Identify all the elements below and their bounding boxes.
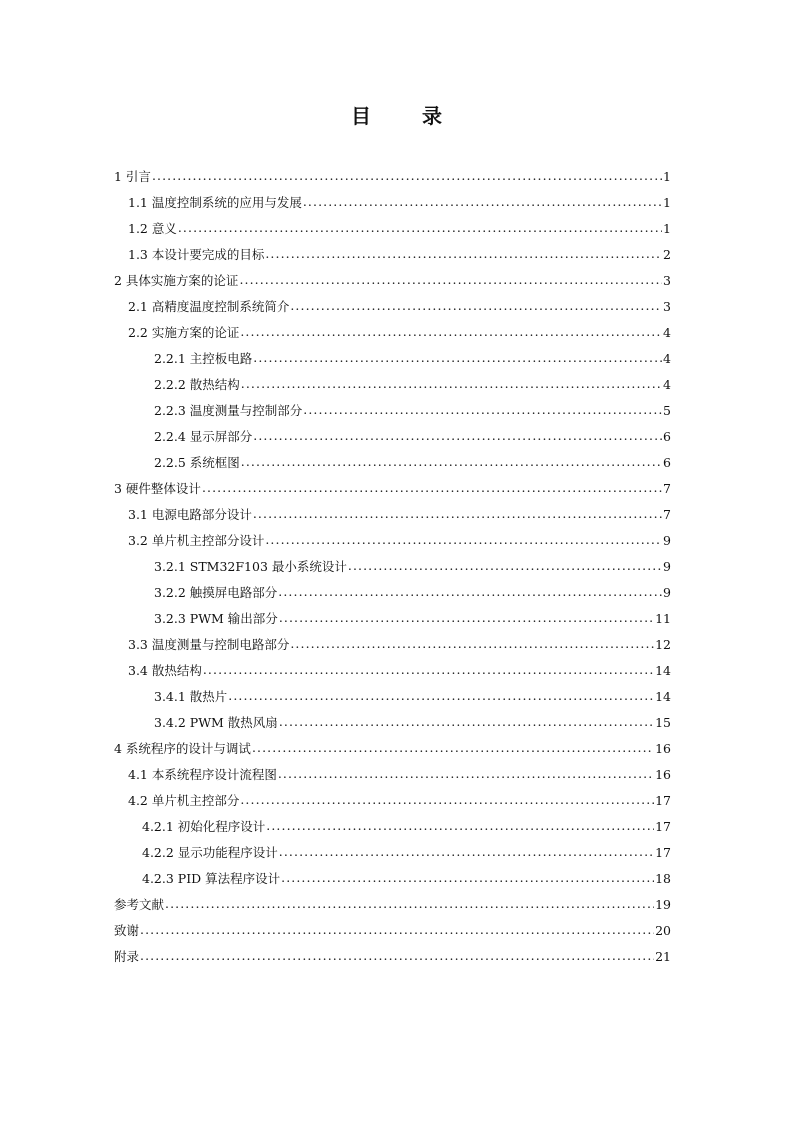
toc-leader-dots (228, 689, 654, 703)
toc-entry[interactable] (114, 632, 686, 658)
toc-entry-label: 3.4 散热结构 (128, 663, 202, 678)
toc-entry-label: 1.3 本设计要完成的目标 (128, 247, 265, 262)
toc-leader-dots (278, 767, 654, 781)
toc-entry[interactable] (114, 762, 686, 788)
toc-leader-dots (279, 715, 654, 729)
toc-leader-dots (303, 403, 662, 417)
toc-leader-dots (152, 169, 662, 183)
toc-leader-dots (265, 247, 662, 261)
toc-entry-page: 7 (663, 507, 671, 522)
toc-entry[interactable] (114, 476, 686, 502)
toc-leader-dots (290, 299, 662, 313)
toc-entry-page: 3 (663, 299, 671, 314)
toc-entry-label: 3.3 温度测量与控制电路部分 (128, 637, 290, 652)
toc-leader-dots (281, 871, 654, 885)
toc-entry[interactable] (114, 294, 686, 320)
toc-entry-label: 3 硬件整体设计 (114, 481, 201, 496)
toc-leader-dots (252, 741, 654, 755)
toc-entry-label: 致谢 (114, 923, 140, 938)
toc-entry-label: 3.2.1 STM32F103 最小系统设计 (154, 559, 347, 574)
toc-leader-dots (239, 273, 662, 287)
toc-entry[interactable] (114, 528, 686, 554)
toc-entry[interactable] (114, 814, 686, 840)
toc-entry-page: 19 (655, 897, 671, 912)
toc-entry[interactable] (114, 736, 686, 762)
toc-leader-dots (279, 611, 654, 625)
toc-leader-dots (178, 221, 662, 235)
toc-entry[interactable] (114, 190, 686, 216)
toc-entry-label: 3.1 电源电路部分设计 (128, 507, 252, 522)
toc-leader-dots (240, 325, 662, 339)
toc-entry[interactable] (114, 242, 686, 268)
toc-leader-dots (240, 793, 654, 807)
toc-entry[interactable] (114, 840, 686, 866)
toc-entry-page: 16 (655, 767, 671, 782)
toc-entry-page: 17 (655, 819, 671, 834)
toc-entry-page: 4 (663, 351, 671, 366)
toc-entry-label: 3.2 单片机主控部分设计 (128, 533, 265, 548)
toc-entry-page: 12 (655, 637, 671, 652)
toc-entry[interactable] (114, 918, 686, 944)
toc-leader-dots (278, 585, 662, 599)
toc-entry-page: 14 (655, 689, 671, 704)
toc-entry-page: 1 (663, 195, 671, 210)
toc-entry-page: 6 (663, 429, 671, 444)
toc-entry-page: 2 (663, 247, 671, 262)
toc-entry-label: 4.2 单片机主控部分 (128, 793, 240, 808)
toc-leader-dots (140, 949, 654, 963)
toc-leader-dots (203, 663, 654, 677)
toc-entry-page: 7 (663, 481, 671, 496)
toc-entry-label: 2.2.3 温度测量与控制部分 (154, 403, 303, 418)
toc-leader-dots (140, 923, 654, 937)
toc-leader-dots (266, 819, 654, 833)
toc-entry-page: 3 (663, 273, 671, 288)
toc-entry[interactable] (114, 164, 686, 190)
toc-entry-label: 2.2.5 系统框图 (154, 455, 240, 470)
toc-entry[interactable] (114, 684, 686, 710)
toc-entry-label: 2.1 高精度温度控制系统简介 (128, 299, 290, 314)
toc-leader-dots (202, 481, 662, 495)
toc-entry[interactable] (114, 710, 686, 736)
toc-entry-page: 14 (655, 663, 671, 678)
toc-entry-page: 9 (663, 559, 671, 574)
toc-entry-label: 4.2.1 初始化程序设计 (142, 819, 266, 834)
toc-entry-label: 4.1 本系统程序设计流程图 (128, 767, 277, 782)
toc-leader-dots (241, 455, 662, 469)
toc-entry[interactable] (114, 346, 686, 372)
toc-leader-dots (348, 559, 662, 573)
toc-entry-label: 1 引言 (114, 169, 151, 184)
toc-leader-dots (290, 637, 654, 651)
toc-entry[interactable] (114, 866, 686, 892)
toc-entry-label: 2.2.4 显示屏部分 (154, 429, 253, 444)
toc-entry[interactable] (114, 216, 686, 242)
toc-entry[interactable] (114, 788, 686, 814)
toc-title: 目 录 (351, 104, 464, 128)
toc-leader-dots (279, 845, 654, 859)
toc-entry[interactable] (114, 424, 686, 450)
toc-entry-label: 参考文献 (114, 897, 165, 912)
toc-entry[interactable] (114, 372, 686, 398)
toc-entry[interactable] (114, 398, 686, 424)
toc-entry-page: 20 (655, 923, 671, 938)
toc-entry[interactable] (114, 320, 686, 346)
toc-leader-dots (265, 533, 662, 547)
toc-leader-dots (253, 507, 662, 521)
toc-entry-label: 4 系统程序的设计与调试 (114, 741, 251, 756)
toc-entry-page: 1 (663, 221, 671, 236)
toc-entry[interactable] (114, 892, 686, 918)
toc-entry-page: 1 (663, 169, 671, 184)
toc-entry-label: 1.2 意义 (128, 221, 177, 236)
toc-entry-page: 18 (655, 871, 671, 886)
toc-entry-page: 11 (655, 611, 671, 626)
toc-entry-page: 15 (655, 715, 671, 730)
toc-entry-label: 3.2.3 PWM 输出部分 (154, 611, 278, 626)
toc-entry-page: 4 (663, 377, 671, 392)
toc-entry[interactable] (114, 606, 686, 632)
toc-entry-label: 1.1 温度控制系统的应用与发展 (128, 195, 302, 210)
toc-entry-label: 2.2.1 主控板电路 (154, 351, 253, 366)
table-of-contents (114, 164, 686, 970)
toc-leader-dots (253, 429, 662, 443)
toc-entry-page: 17 (655, 793, 671, 808)
toc-entry[interactable] (114, 450, 686, 476)
toc-leader-dots (165, 897, 654, 911)
toc-entry-label: 4.2.2 显示功能程序设计 (142, 845, 278, 860)
toc-entry-label: 4.2.3 PID 算法程序设计 (142, 871, 281, 886)
toc-entry-page: 9 (663, 533, 671, 548)
toc-entry-label: 3.2.2 触摸屏电路部分 (154, 585, 278, 600)
toc-entry-label: 3.4.1 散热片 (154, 689, 228, 704)
toc-entry-label: 附录 (114, 949, 140, 964)
toc-entry[interactable] (114, 944, 686, 970)
toc-entry-label: 2.2 实施方案的论证 (128, 325, 240, 340)
toc-entry[interactable] (114, 502, 686, 528)
toc-entry-label: 2 具体实施方案的论证 (114, 273, 239, 288)
toc-leader-dots (303, 195, 662, 209)
toc-entry-page: 9 (663, 585, 671, 600)
toc-entry-label: 3.4.2 PWM 散热风扇 (154, 715, 278, 730)
toc-entry[interactable] (114, 554, 686, 580)
toc-entry-page: 6 (663, 455, 671, 470)
toc-entry-page: 17 (655, 845, 671, 860)
toc-entry-page: 4 (663, 325, 671, 340)
toc-entry-page: 21 (655, 949, 671, 964)
toc-leader-dots (253, 351, 662, 365)
toc-leader-dots (241, 377, 662, 391)
toc-entry[interactable] (114, 268, 686, 294)
toc-entry-page: 16 (655, 741, 671, 756)
toc-entry[interactable] (114, 580, 686, 606)
toc-entry-page: 5 (663, 403, 671, 418)
toc-entry-label: 2.2.2 散热结构 (154, 377, 240, 392)
toc-entry[interactable] (114, 658, 686, 684)
